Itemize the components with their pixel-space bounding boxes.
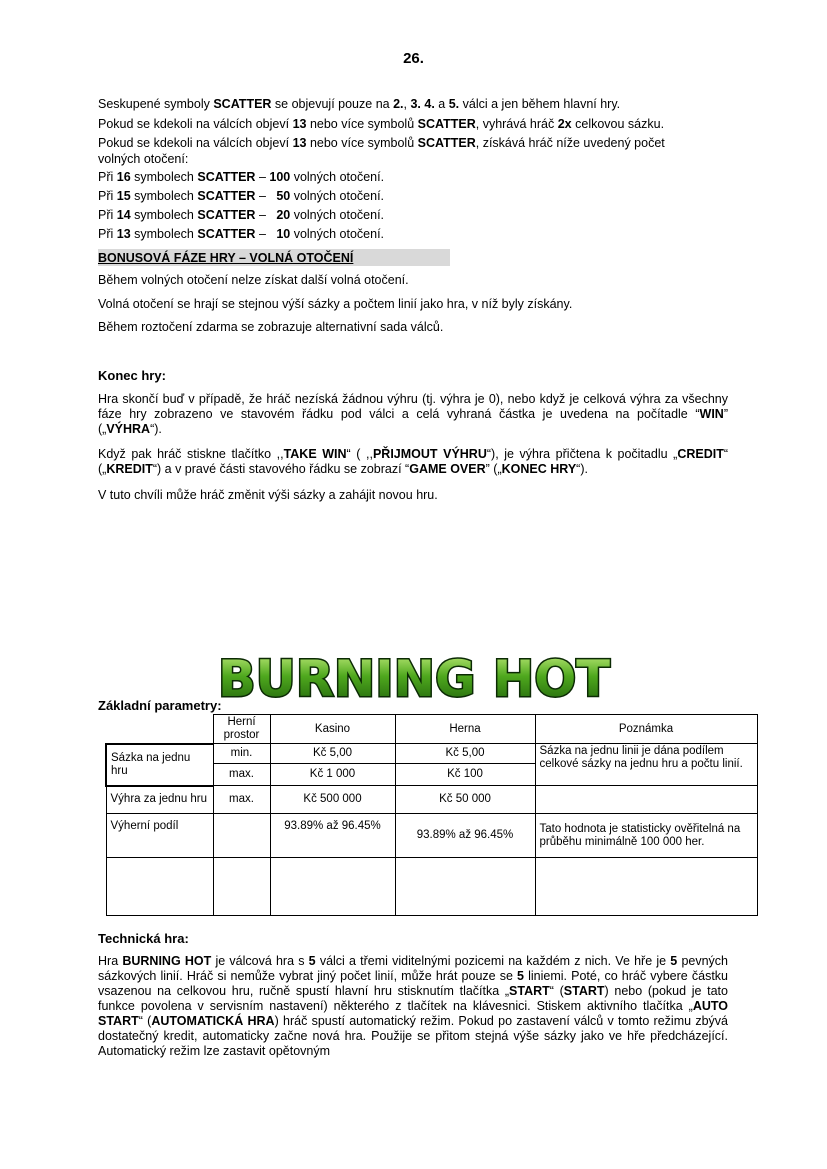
end-paragraph-2: Když pak hráč stiskne tlačítko ,,TAKE WIN“ ( ,,PŘIJMOUT VÝHRU“), je výhra přičtena k počitadlu „CREDIT“ („KREDIT“) a v pravé části stavového řádku se zobrazí “GAME OVER” („KONEC HRY“).	[98, 447, 729, 476]
header-cell: Herní prostor	[213, 715, 270, 744]
bet-label-cell: Sázka na jednu hru	[106, 744, 213, 786]
scatter-row: Při 15 symbolech SCATTER – 50 volných otočení.	[98, 189, 385, 203]
cell: 93.89% až 96.45%	[270, 814, 395, 858]
cell: Kč 5,00	[270, 744, 395, 764]
tech-heading: Technická hra:	[98, 931, 189, 946]
scatter-line-3: Pokud se kdekoli na válcích objeví 13 nebo více symbolů SCATTER, získává hráč níže uvedený počet	[98, 136, 665, 150]
cell: 93.89% až 96.45%	[395, 814, 535, 858]
scatter-line-1: Seskupené symboly SCATTER se objevují pouze na 2., 3. 4. a 5. válci a jen během hlavní hry.	[98, 97, 621, 111]
win-label-cell: Výhra za jednu hru	[106, 786, 213, 814]
bonus-paragraph-3: Během roztočení zdarma se zobrazuje alternativní sada válců.	[98, 320, 444, 334]
bonus-paragraph-2: Volná otočení se hrají se stejnou výší sázky a počtem linií jako hra, v níž byly získány.	[98, 297, 573, 311]
cell	[213, 858, 270, 916]
note-cell: Tato hodnota je statisticky ověřitelná na průběhu minimálně 100 000 her.	[535, 814, 757, 858]
params-table	[105, 714, 758, 916]
scatter-row: Při 13 symbolech SCATTER – 10 volných otočení.	[98, 227, 385, 241]
bonus-heading-band	[98, 249, 450, 266]
cell	[270, 858, 395, 916]
header-cell: Kasino	[270, 715, 395, 744]
cell	[535, 858, 757, 916]
table-row	[106, 814, 757, 858]
cell: Kč 5,00	[395, 744, 535, 764]
cell: max.	[213, 786, 270, 814]
cell	[106, 858, 213, 916]
logo-text: BURNING HOT	[218, 652, 610, 702]
scatter-row: Při 14 symbolech SCATTER – 20 volných otočení.	[98, 208, 385, 222]
table-row	[106, 786, 757, 814]
scatter-line-4: volných otočení:	[98, 152, 189, 166]
cell	[213, 814, 270, 858]
scatter-line-2: Pokud se kdekoli na válcích objeví 13 nebo více symbolů SCATTER, vyhrává hráč 2x celkovou sázku.	[98, 117, 665, 131]
scatter-row: Při 16 symbolech SCATTER – 100 volných otočení.	[98, 170, 385, 184]
header-cell: Poznámka	[535, 715, 757, 744]
table-header-row	[106, 715, 757, 744]
table-row	[106, 858, 757, 916]
cell: Kč 1 000	[270, 764, 395, 786]
bonus-paragraph-1: Během volných otočení nelze získat další volná otočení.	[98, 273, 409, 287]
params-heading: Základní parametry:	[98, 698, 222, 713]
end-paragraph-3: V tuto chvíli může hráč změnit výši sázky a zahájit novou hru.	[98, 488, 438, 502]
header-cell: Herna	[395, 715, 535, 744]
cell	[535, 786, 757, 814]
share-label-cell: Výherní podíl	[106, 814, 213, 858]
burning-hot-logo	[214, 652, 614, 702]
cell: max.	[213, 764, 270, 786]
tech-paragraph: Hra BURNING HOT je válcová hra s 5 válci a třemi viditelnými pozicemi na každém z nich. Ve hře je 5 pevných sázkových linií. Hráč si nemůže vybrat jiný počet linií, může hrát pouze se 5 liniemi. Poté, co hráč vybere částku vsazenou na celkovou hru, ručně spustí hlavní hru stisknutím tlačítka „START“ (START) nebo (pokud je tato funkce povolena v servisním nastavení) některého z tlačítek na klávesnici. Stiskem aktivního tlačítka „AUTO START“ (AUTOMATICKÁ HRA) hráč spustí automatický režim. Pokud po zastavení válců v tomto režimu zbývá dostatečný kredit, automaticky začne nová hra. Použije se přitom stejná výše sázky jako ve hře předcházející. Automatický režim lze zastavit opětovným	[98, 954, 729, 1058]
cell: min.	[213, 744, 270, 764]
note-cell: Sázka na jednu linii je dána podílem celkové sázky na jednu hru a počtu linií.	[535, 744, 757, 786]
table-row	[106, 744, 757, 764]
bonus-heading: BONUSOVÁ FÁZE HRY – VOLNÁ OTOČENÍ	[98, 251, 354, 265]
cell: Kč 100	[395, 764, 535, 786]
cell	[395, 858, 535, 916]
end-heading: Konec hry:	[98, 368, 166, 383]
page-number: 26.	[403, 50, 424, 67]
end-paragraph-1: Hra skončí buď v případě, že hráč nezíská žádnou výhru (tj. výhra je 0), nebo když je celková výhra za všechny fáze hry zobrazeno ve stavovém řádku pod válci a celá vyhraná částka je uvedena na počítadle “WIN” („VÝHRA“).	[98, 392, 728, 436]
cell: Kč 500 000	[270, 786, 395, 814]
cell: Kč 50 000	[395, 786, 535, 814]
